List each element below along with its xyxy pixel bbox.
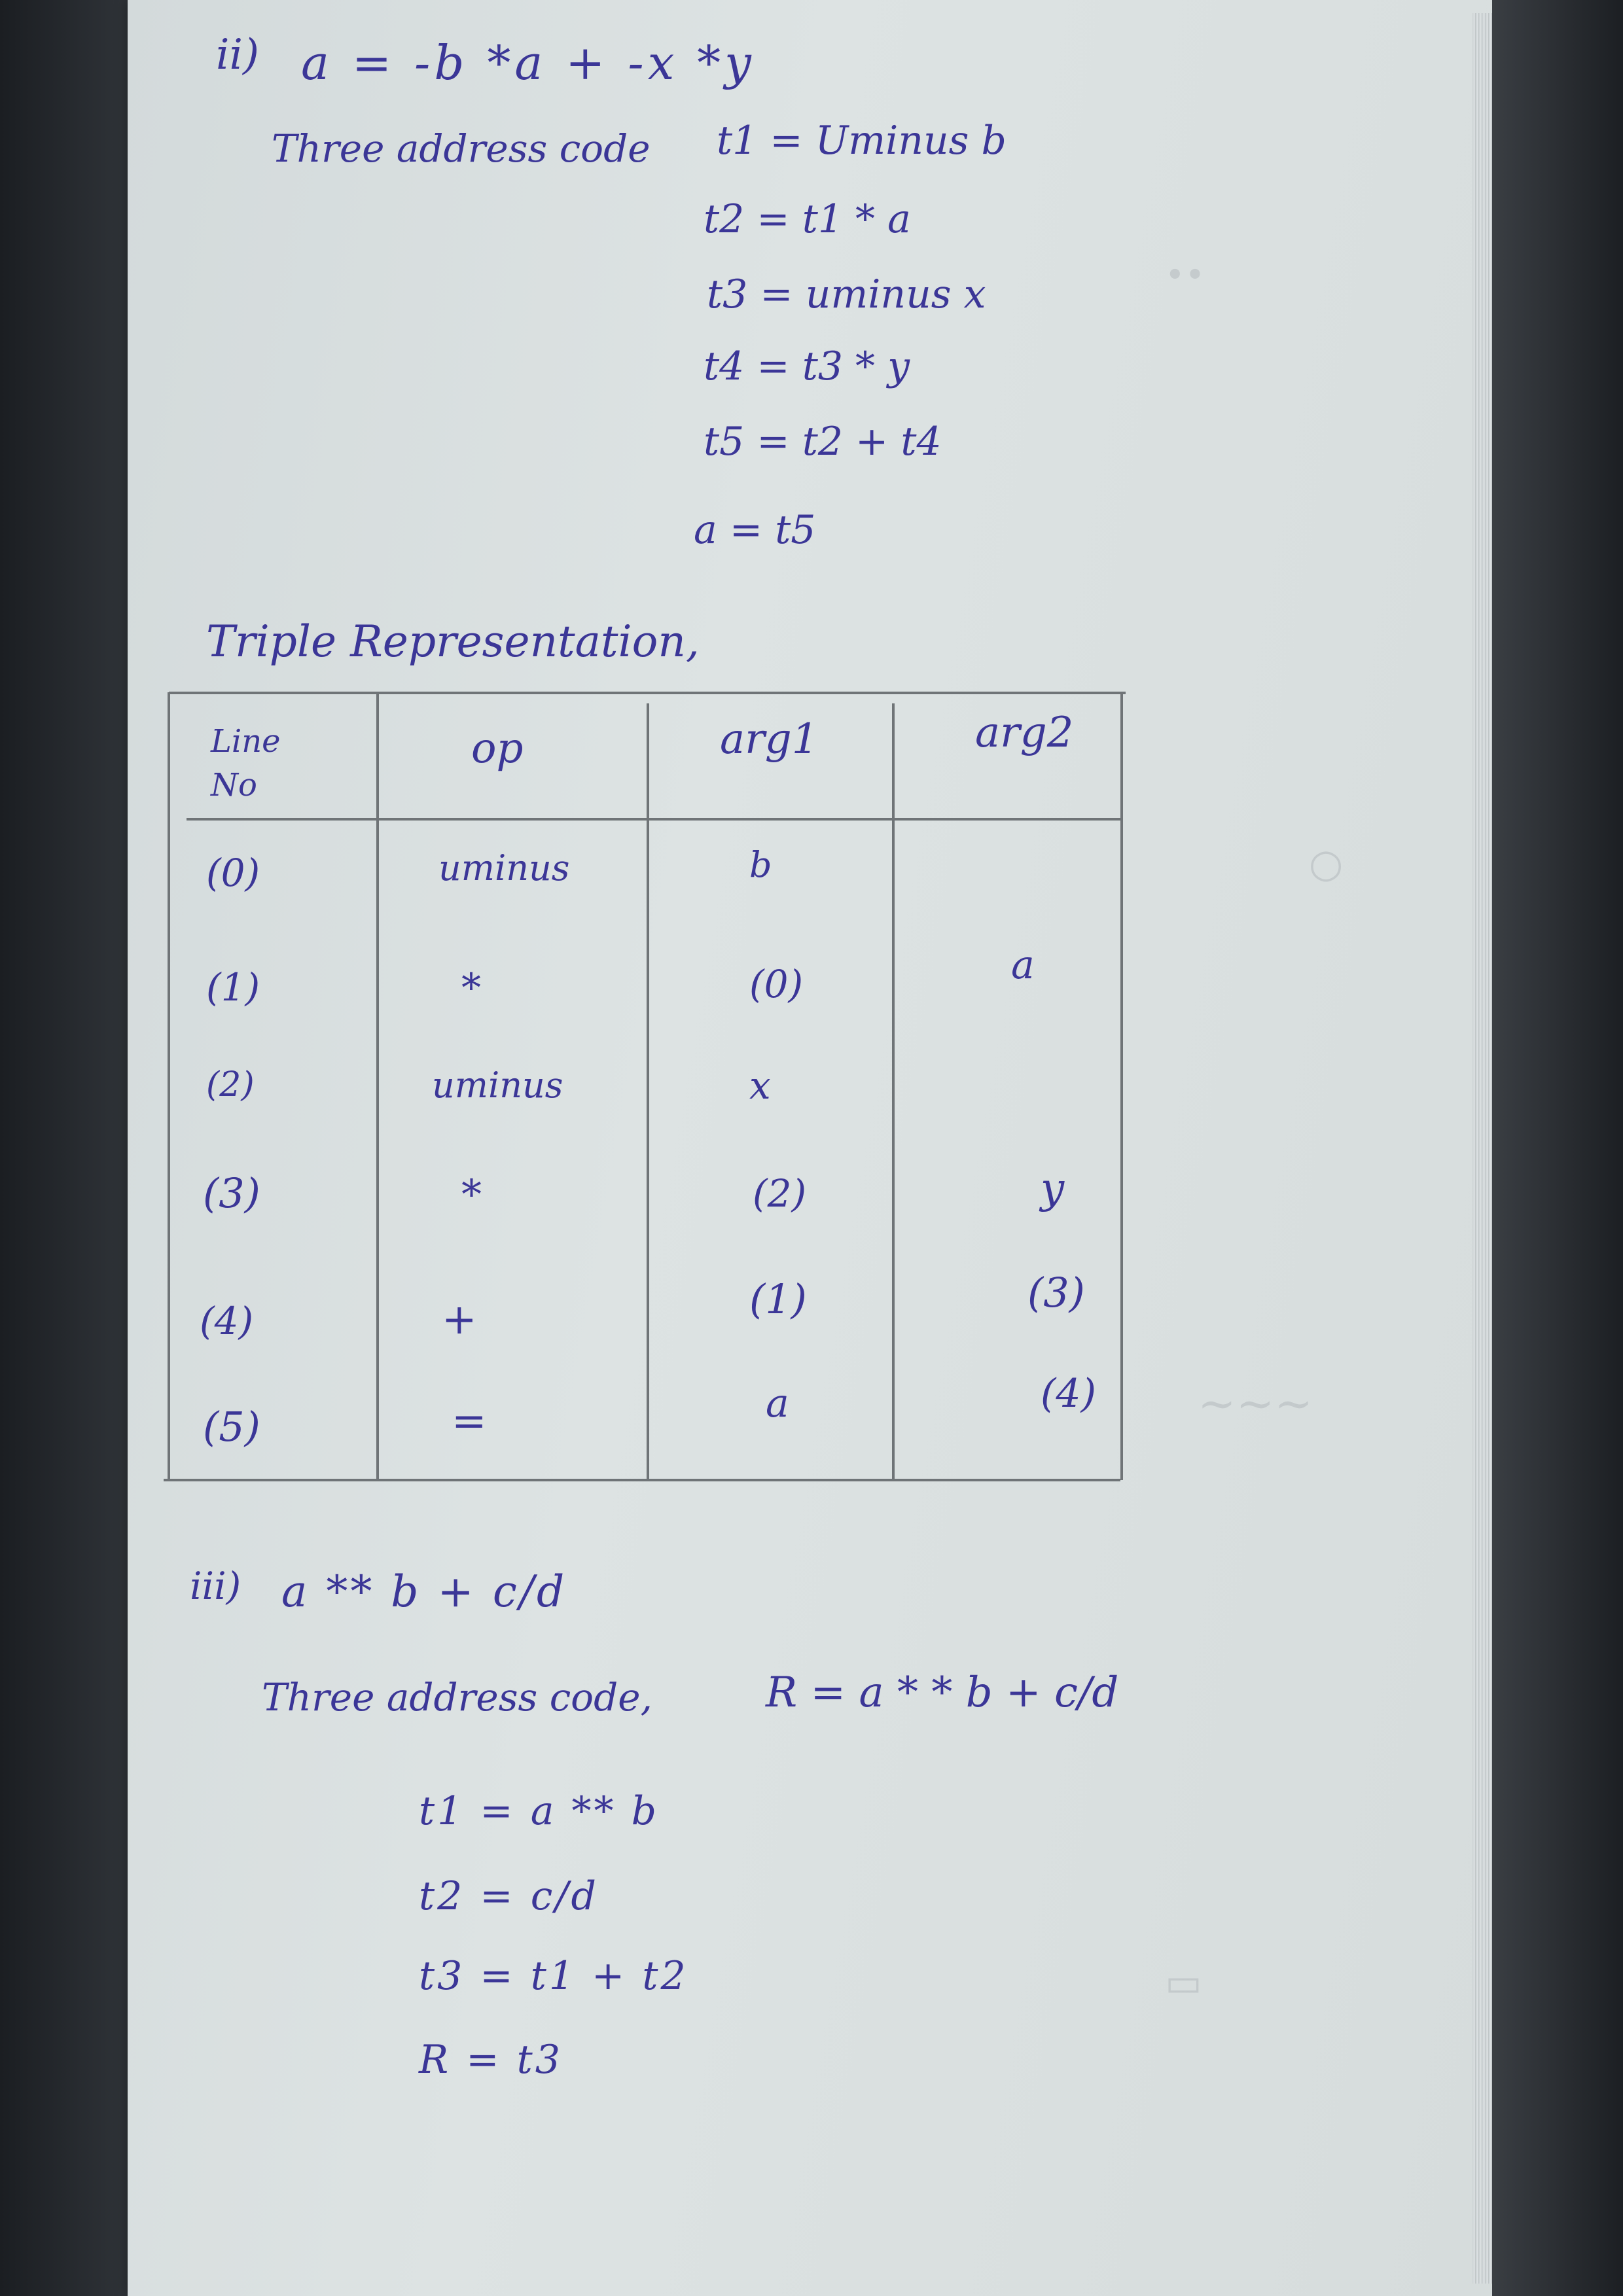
cell-arg2: (4) — [1041, 1371, 1096, 1417]
background-right — [1492, 0, 1623, 2296]
cell-op: uminus — [438, 847, 570, 889]
table-border-top — [169, 692, 1126, 694]
table-border-left — [168, 692, 170, 1480]
tac-line: t4 = t3 * y — [704, 344, 910, 389]
tac-line: t5 = t2 + t4 — [704, 419, 942, 465]
tac-heading-iii: Three address code, — [262, 1675, 652, 1720]
triple-heading: Triple Representation, — [206, 616, 700, 667]
cell-arg1: (0) — [749, 962, 804, 1006]
cell-arg1: b — [749, 844, 772, 885]
cell-arg1: x — [749, 1063, 771, 1108]
section-ii-expression: a = -b *a + -x *y — [301, 35, 755, 90]
tac-line: t3 = t1 + t2 — [419, 1953, 688, 1999]
column-header-arg1: arg1 — [720, 715, 819, 764]
cell-line-no: (0) — [206, 851, 260, 895]
header-underline — [187, 818, 1121, 821]
table-border-bottom — [164, 1479, 1120, 1481]
tac-line: t1 = a ** b — [419, 1788, 660, 1834]
cell-arg2: a — [1011, 942, 1035, 988]
table-border-right — [1120, 692, 1123, 1480]
column-header-arg2: arg2 — [975, 709, 1074, 757]
cell-arg2: y — [1041, 1165, 1065, 1213]
column-header-op: op — [471, 724, 524, 773]
cell-op: + — [442, 1296, 477, 1344]
cell-arg1: (1) — [749, 1275, 807, 1323]
cell-line-no: (5) — [203, 1403, 260, 1451]
cell-line-no: (3) — [203, 1169, 260, 1217]
column-separator — [376, 692, 379, 1480]
background-left — [0, 0, 128, 2296]
cell-op: uminus — [432, 1065, 563, 1106]
cell-arg1: (2) — [753, 1171, 807, 1216]
tac-heading-ii: Three address code — [272, 126, 651, 171]
tac-line: t2 = c/d — [419, 1873, 599, 1919]
cell-op: * — [461, 1171, 482, 1218]
section-iii-label: iii) — [190, 1564, 241, 1608]
tac-line: t2 = t1 * a — [704, 196, 911, 242]
tac-line: t1 = Uminus b — [717, 118, 1007, 164]
cell-line-no: (4) — [200, 1299, 254, 1343]
section-iii-expression: a ** b + c/d — [281, 1566, 567, 1617]
cell-arg1: a — [766, 1381, 789, 1426]
tac-line: R = t3 — [419, 2037, 563, 2083]
cell-op: * — [461, 965, 481, 1011]
cell-line-no: (2) — [206, 1065, 255, 1104]
tac-line: t3 = uminus x — [707, 272, 986, 317]
cell-op: = — [452, 1397, 487, 1445]
section-iii-rewrite: R = a * * b + c/d — [766, 1669, 1119, 1717]
tac-line: a = t5 — [694, 507, 816, 553]
cell-line-no: (1) — [206, 965, 260, 1010]
column-header-line-no: Line No — [211, 723, 281, 804]
cell-arg2: (3) — [1027, 1269, 1085, 1316]
section-ii-label: ii) — [216, 31, 259, 79]
